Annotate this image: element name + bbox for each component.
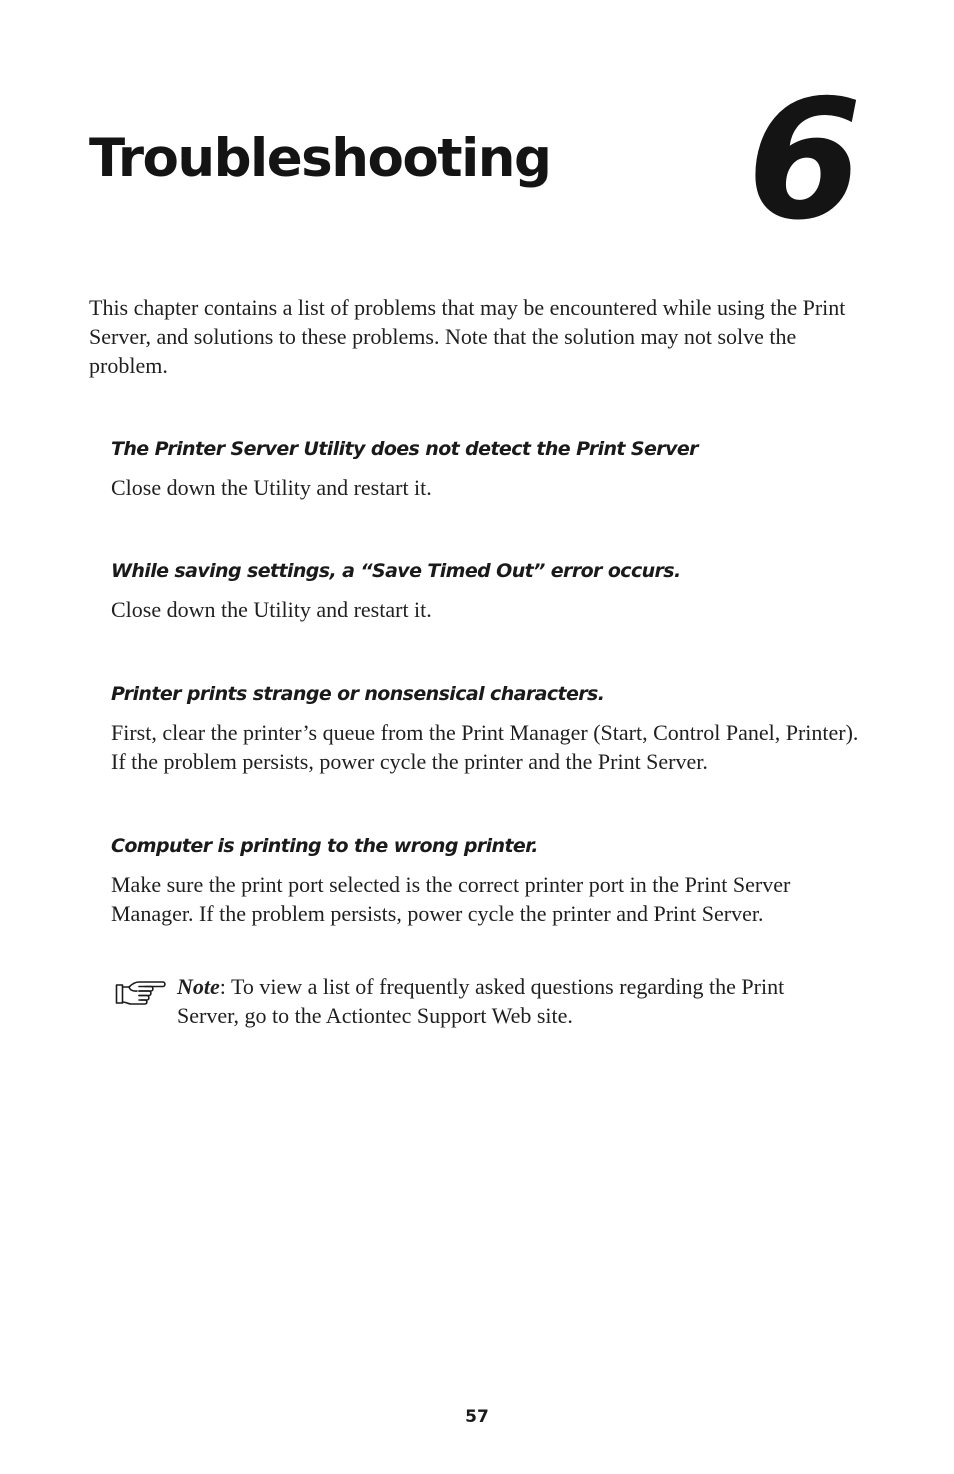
chapter-title: Troubleshooting [89, 128, 551, 189]
page-number: 57 [465, 1407, 489, 1427]
troubleshooting-topic [111, 559, 871, 624]
topic-solution: Close down the Utility and restart it. [111, 597, 432, 622]
intro-paragraph: This chapter contains a list of problems that may be encountered while using the Print Server, and solutions to these problems. Note that the solution may not solve the problem. [89, 295, 846, 378]
pointing-hand-icon [115, 979, 167, 1007]
troubleshooting-topic [111, 682, 871, 776]
topic-solution: Make sure the print port selected is the correct printer port in the Print Server Manager. If the problem persists, power cycle the printer and Print Server. [111, 872, 791, 926]
note-label: Note [177, 974, 220, 999]
topic-heading: The Printer Server Utility does not detect the Print Server [111, 438, 698, 460]
topic-heading: Printer prints strange or nonsensical characters. [111, 683, 605, 705]
note-message: : To view a list of frequently asked questions regarding the Print Server, go to the Actiontec Support Web site. [177, 974, 785, 1028]
chapter-number: 6 [747, 64, 862, 256]
note-text [177, 972, 817, 1030]
troubleshooting-topic [111, 437, 871, 502]
topic-heading: Computer is printing to the wrong printer. [111, 835, 538, 857]
topic-solution: First, clear the printer’s queue from the Print Manager (Start, Control Panel, Printer). If the problem persists, power cycle the printer and the Print Server. [111, 720, 859, 774]
troubleshooting-topic [111, 834, 871, 928]
topic-solution: Close down the Utility and restart it. [111, 475, 432, 500]
topic-heading: While saving settings, a “Save Timed Out” error occurs. [111, 560, 681, 582]
